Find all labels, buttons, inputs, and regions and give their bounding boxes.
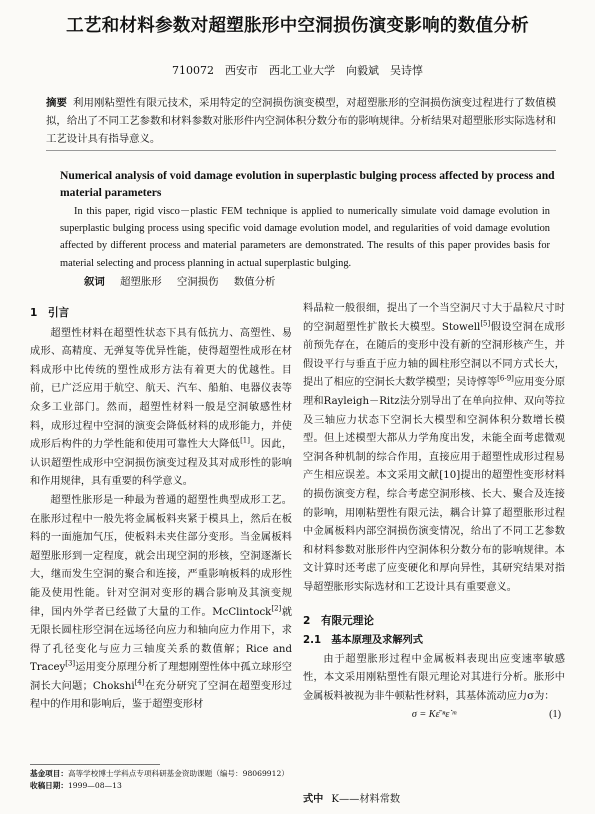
subsection-heading: 2.1 基本原理及求解列式 — [303, 635, 423, 647]
citation: [4] — [134, 678, 145, 687]
author-affiliation: 710072 西安市 西北工业大学 向毅斌 吴诗惇 — [172, 64, 423, 77]
abstract-text: 利用刚粘塑性有限元技术，采用特定的空洞损伤演变模型，对超塑胀形的空洞损伤演变过程进行了数值模拟，给出了不同工艺参数和材料参数对胀形件内空洞体积分数分布的影响规律。分析结果对超塑胀形实际选材和工艺设计具有指导意义。 — [46, 97, 557, 145]
right-column — [303, 300, 565, 725]
equation-number: (1) — [549, 709, 561, 721]
citation: [1] — [240, 436, 250, 445]
divider — [46, 150, 556, 151]
section-heading-intro: 1 引言 — [30, 307, 70, 319]
paper-title: 工艺和材料参数对超塑胀形中空洞损伤演变影响的数值分析 — [66, 16, 529, 36]
left-column — [30, 300, 292, 715]
equation-where-line — [303, 790, 400, 805]
received-date: 收稿日期：1999—08—13 — [30, 780, 122, 790]
where-label: 式中 — [303, 794, 324, 805]
intro-paragraph-2: 超塑性胀形是一种最为普通的超塑性典型成形工艺。在胀形过程中一般先将金属板料夹紧于模具上，然后在板料的一面施加气压，使板料未夹住部分变形。当金属板料超塑胀形到一定程度，就会出现空洞的形核，空洞逐渐长大，继而发生空洞的聚合和连接，严重影响板料的成形性能及使用性能。针对空洞对变形的耦合影响及其演变规律，国内外学者已经做了大量的工作。McClintock[2]就无限长圆柱形空洞在远场径向应力和轴向应力作用下，求得了孔径变化与应力三轴度关系的数值解；Rice and Tracey[3]运用变分原理分析了理想刚塑性体中孤立球形空洞长大问题；Chokshi[4]在充分研究了空洞在超塑变形过程中的作用和影响后，鉴于超塑变形材 — [30, 494, 293, 711]
citation: [5] — [480, 319, 491, 328]
keywords — [84, 273, 287, 288]
keyword-item: 数值分析 — [233, 276, 276, 288]
where-text: K——材料常数 — [331, 794, 401, 805]
equation-formula: σ = Kε̄ ⁿε̇ ᵐ — [411, 709, 457, 721]
keyword-item: 超塑胀形 — [120, 276, 162, 288]
chinese-abstract — [46, 94, 556, 148]
section-heading-fem: 2 有限元理论 — [303, 614, 374, 627]
fem-paragraph: 由于超塑胀形过程中金属板料表现出应变速率敏感性，本文采用刚粘塑性有限元理论对其进行分析。胀形中金属板料被视为非牛顿粘性材料，其基体流动应力σ为： — [303, 653, 565, 702]
citation: [3] — [65, 659, 76, 668]
english-abstract — [60, 203, 550, 272]
intro-paragraph-continued: 料晶粒一般很细，提出了一个当空洞尺寸大于晶粒尺寸时的空洞超塑性扩散长大模型。Stowell[5]假设空洞在成形前预先存在，在随后的变形中没有新的空洞形核产生，并假设平行与垂直于应力轴的圆柱形空洞以不同方式长大，提出了相应的空洞长大数学模型；吴诗惇等[6-9]应用变分原理和Rayleigh－Ritz法分别导出了在单向拉伸、双向等拉及三轴应力状态下空洞长大模型和空洞体积分数增长模型。但上述模型大都从力学角度出发，未能全面考虑微观空洞各种机制的综合作用，直接应用于超塑性成形过程易产生相应误差。本文采用文献[10]提出的超塑性变形材料的损伤演变方程，综合考虑空洞形核、长大、聚合及连接的影响，用刚粘塑性有限元法，耦合计算了超塑胀形过程中金属板料内部空洞损伤演变情况，给出了不同工艺参数和材料参数对胀形件内空洞体积分数分布的影响规律。本文计算时还考虑了应变硬化和厚向异性，其研究结果对指导超塑胀形实际选材和工艺设计具有重要意义。 — [303, 303, 566, 593]
fund-note: 基金项目：高等学校博士学科点专项科研基金资助课题（编号：98069912） — [30, 769, 289, 778]
footnote-divider — [30, 764, 160, 765]
equation-1 — [303, 706, 565, 725]
english-title: Numerical analysis of void damage evolution in superplastic bulging process affected by process and material parameters — [60, 169, 555, 199]
citation: [2] — [271, 604, 282, 613]
english-abstract-text: In this paper, rigid visco－plastic FEM technique is applied to numerically simulate void damage evolution in superplastic bulging process using specific void damage evolution model, and regularities of void damage evolution affected by different process and material parameters are demonstrated. The results of this paper provides basis for material selecting and process planning in actual superplastic bulging. — [60, 206, 550, 269]
intro-paragraph-1: 超塑性材料在超塑性状态下具有低抗力、高塑性、易成形、高精度、无弹复等优异性能，使得超塑性成形在材料成形中比传统的塑性成形方法有着更大的优越性。目前，已广泛应用于航空、航天、汽车、船舶、电器仪表等众多工业部门。然而，超塑性材料一般是空洞敏感性材料，成形过程中空洞的演变会降低材料的成形能力，并使成形后构件的力学性能和使用可靠性大大降低[1]。因此，认识超塑性成形中空洞损伤演变过程及其对成形性的影响和作用规律，具有重要的科学意义。 — [30, 327, 293, 488]
keywords-label: 叙词 — [84, 276, 105, 288]
citation: [6-9] — [497, 374, 514, 383]
abstract-label: 摘要 — [46, 97, 68, 109]
keyword-item: 空洞损伤 — [176, 276, 219, 288]
footnote — [30, 768, 292, 791]
